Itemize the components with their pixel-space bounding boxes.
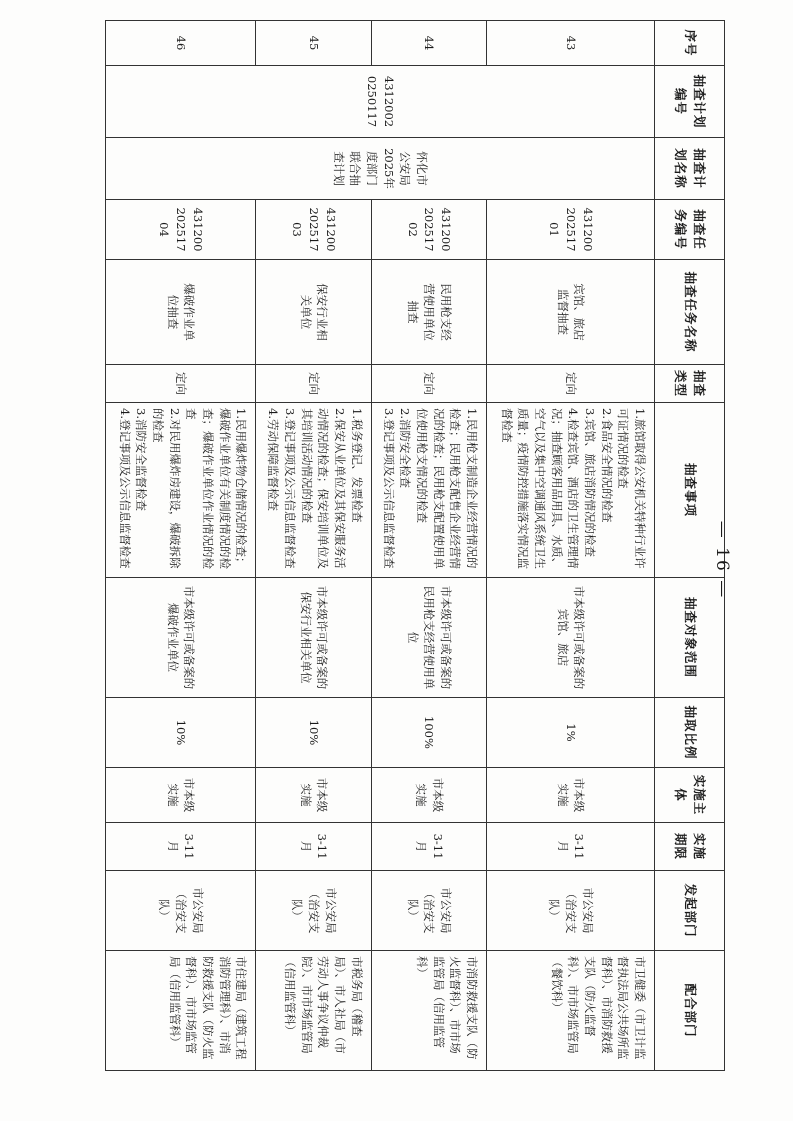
header-plan-no: 抽查计划编号 bbox=[655, 66, 725, 138]
cell-items: 1.税务登记、发票检查 2.保安从业单位及其保安服务活动情况的检查；保安培训单位及其培训活动情况的检查 3.登记事项及公示信息监督检查 4.劳动保障监督检查 bbox=[256, 403, 371, 578]
header-type: 抽查类型 bbox=[655, 365, 725, 403]
cell-task-no: 431200 202517 03 bbox=[256, 200, 371, 260]
cell-seq: 43 bbox=[487, 21, 655, 66]
cell-ratio: 10% bbox=[106, 698, 256, 768]
cell-type: 定向 bbox=[256, 365, 371, 403]
cell-subject: 市本级 实施 bbox=[371, 768, 486, 823]
cell-period: 3-11月 bbox=[256, 823, 371, 871]
cell-seq: 46 bbox=[106, 21, 256, 66]
cell-task-name: 宾馆、旅店 监督抽查 bbox=[487, 260, 655, 365]
header-scope: 抽查对象范围 bbox=[655, 578, 725, 698]
page-number: — 16 — bbox=[712, 520, 732, 600]
header-plan-name: 抽查计划名称 bbox=[655, 138, 725, 200]
header-items: 抽查事项 bbox=[655, 403, 725, 578]
cell-task-no: 431200 202517 02 bbox=[371, 200, 486, 260]
cell-ratio: 1% bbox=[487, 698, 655, 768]
cell-items: 1.民用爆炸物仓储情况的检查；爆破作业单位有关制度情况的检查；爆破作业单位作业情况的检查 2.对民用爆炸房建设，爆破拆除的检查 3.消防安全监督检查 4.登记事项及公示信息监督检查 bbox=[106, 403, 256, 578]
cell-task-name: 民用枪支经 营使用单位 抽查 bbox=[371, 260, 486, 365]
cell-seq: 45 bbox=[256, 21, 371, 66]
cell-type: 定向 bbox=[106, 365, 256, 403]
cell-task-name: 保安行业相 关单位 bbox=[256, 260, 371, 365]
header-task-no: 抽查任务编号 bbox=[655, 200, 725, 260]
cell-ratio: 100% bbox=[371, 698, 486, 768]
cell-task-no: 431200 202517 04 bbox=[106, 200, 256, 260]
cell-type: 定向 bbox=[371, 365, 486, 403]
header-period: 实施期限 bbox=[655, 823, 725, 871]
cell-seq: 44 bbox=[371, 21, 486, 66]
cell-scope: 市本级许可或备案的宾馆、旅店 bbox=[487, 578, 655, 698]
inspection-plan-table bbox=[105, 20, 725, 1071]
cell-ratio: 10% bbox=[256, 698, 371, 768]
cell-initiator: 市公安局 （治安支 队） bbox=[256, 871, 371, 951]
cell-period: 3-11月 bbox=[106, 823, 256, 871]
cell-items: 1.旅馆取得公安机关特种行业许可证情况的检查 2.食品安全情况的检查 3.宾馆、旅店消防情况的检查 4.检查宾馆、酒店的卫生管理情况；抽查顾客用品用具、水质、空气以及集中空调通风系统卫生质量；疫情防控措施落实情况监督检查 bbox=[487, 403, 655, 578]
cell-period: 3-11月 bbox=[371, 823, 486, 871]
cell-initiator: 市公安局 （治安支 队） bbox=[371, 871, 486, 951]
cell-cooperate: 市消防救援支队（防火监督科）、市市场监管局（信用监管科） bbox=[371, 951, 486, 1071]
rotated-table-wrapper bbox=[105, 20, 725, 1070]
cell-subject: 市本级 实施 bbox=[487, 768, 655, 823]
cell-plan-name: 怀化市 公安局 2025年 度部门 联合抽 查计划 bbox=[106, 138, 655, 200]
cell-task-no: 431200 202517 01 bbox=[487, 200, 655, 260]
cell-plan-no: 4312002 0250117 bbox=[106, 66, 655, 138]
cell-task-name: 爆破作业单 位抽查 bbox=[106, 260, 256, 365]
cell-scope: 市本级许可或备案的民用枪支经营使用单位 bbox=[371, 578, 486, 698]
cell-subject: 市本级 实施 bbox=[256, 768, 371, 823]
header-initiator: 发起部门 bbox=[655, 871, 725, 951]
header-cooperate: 配合部门 bbox=[655, 951, 725, 1071]
cell-cooperate: 市住建局（建筑工程消防管理科）、市消防救援支队（防火监督科）、市市场监管局（信用监管科） bbox=[106, 951, 256, 1071]
cell-scope: 市本级许可或备案的爆破作业单位 bbox=[106, 578, 256, 698]
cell-cooperate: 市税务局（稽查局）、市人社局（市劳动人事争议仲裁院）、市市场监管局（信用监管科） bbox=[256, 951, 371, 1071]
cell-subject: 市本级 实施 bbox=[106, 768, 256, 823]
cell-initiator: 市公安局 （治安支 队） bbox=[106, 871, 256, 951]
cell-type: 定向 bbox=[487, 365, 655, 403]
header-task-name: 抽查任务名称 bbox=[655, 260, 725, 365]
table-row bbox=[487, 21, 655, 1071]
cell-period: 3-11月 bbox=[487, 823, 655, 871]
cell-scope: 市本级许可或备案的保安行业相关单位 bbox=[256, 578, 371, 698]
cell-items: 1.民用枪支制造企业经营情况的检查；民用枪支配售企业经营情况的检查；民用枪支配置使用单位使用枪支情况的检查 2.消防安全检查 3.登记事项及公示信息监督检查 bbox=[371, 403, 486, 578]
header-ratio: 抽取比例 bbox=[655, 698, 725, 768]
cell-cooperate: 市卫健委（市卫计监督执法局公共场所监督科）、市消防救援支队（防火监督科）、市市场监管局（餐饮科） bbox=[487, 951, 655, 1071]
header-subject: 实施主体 bbox=[655, 768, 725, 823]
cell-initiator: 市公安局 （治安支 队） bbox=[487, 871, 655, 951]
header-seq: 序号 bbox=[655, 21, 725, 66]
